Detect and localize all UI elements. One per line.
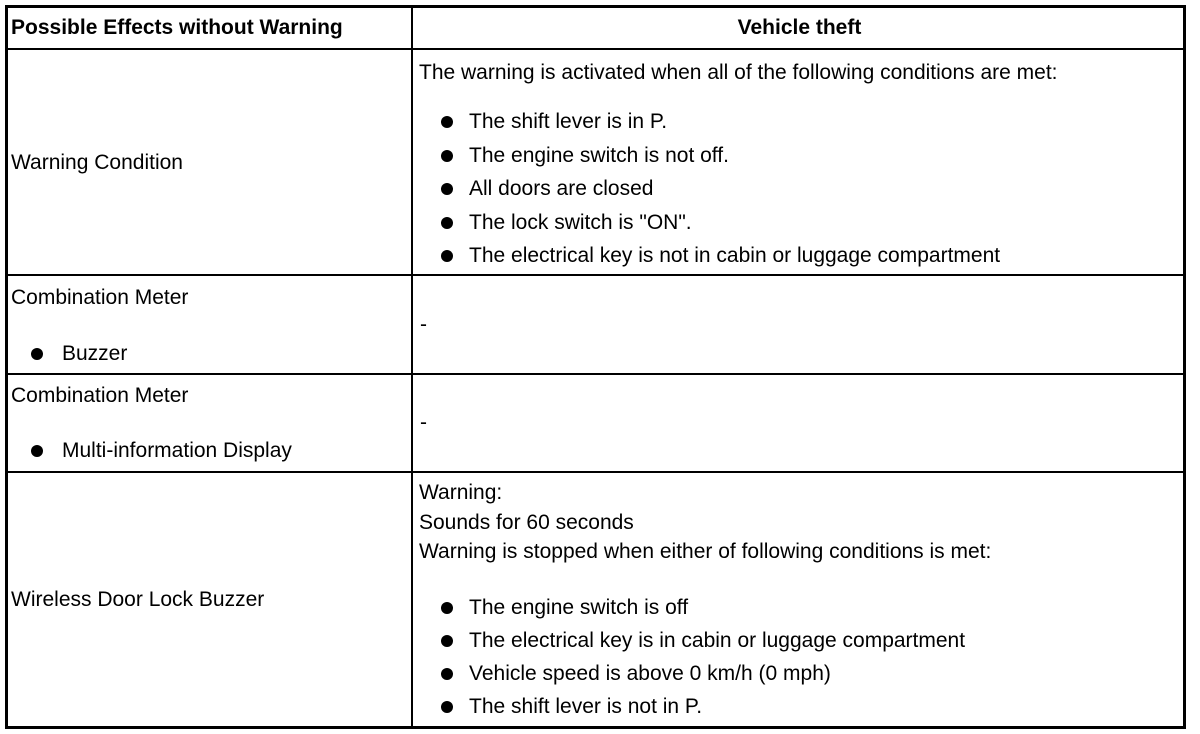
bullet-icon bbox=[441, 150, 453, 162]
bullet-icon bbox=[441, 183, 453, 195]
row-value: - bbox=[420, 313, 427, 336]
bullet-icon bbox=[441, 250, 453, 262]
sub-bullet: Multi-information Display bbox=[62, 439, 292, 462]
list-item: The shift lever is not in P. bbox=[469, 695, 703, 718]
bullet-icon bbox=[441, 116, 453, 128]
row-line: Warning is stopped when either of following conditions is met: bbox=[419, 540, 992, 563]
row-label: Combination Meter bbox=[11, 286, 189, 309]
sub-bullet: Buzzer bbox=[62, 342, 128, 365]
bullet-icon bbox=[31, 348, 43, 360]
row-intro: The warning is activated when all of the following conditions are met: bbox=[419, 61, 1058, 84]
row-divider bbox=[8, 274, 1183, 276]
list-item: The electrical key is in cabin or luggage compartment bbox=[469, 629, 966, 652]
row-label: Wireless Door Lock Buzzer bbox=[11, 588, 265, 611]
bullet-icon bbox=[31, 445, 43, 457]
header-col2: Vehicle theft bbox=[737, 16, 862, 39]
list-item: Vehicle speed is above 0 km/h (0 mph) bbox=[469, 662, 831, 685]
header-col1: Possible Effects without Warning bbox=[11, 16, 343, 39]
bullet-icon bbox=[441, 217, 453, 229]
list-item: The electrical key is not in cabin or luggage compartment bbox=[469, 244, 1001, 267]
list-item: The engine switch is not off. bbox=[469, 144, 729, 167]
row-line: Warning: bbox=[419, 481, 503, 504]
row-value: - bbox=[420, 411, 427, 434]
row-line: Sounds for 60 seconds bbox=[419, 511, 634, 534]
row-label: Combination Meter bbox=[11, 384, 189, 407]
list-item: All doors are closed bbox=[469, 177, 654, 200]
list-item: The shift lever is in P. bbox=[469, 110, 668, 133]
list-item: The lock switch is "ON". bbox=[469, 211, 692, 234]
row-divider bbox=[8, 471, 1183, 473]
column-divider bbox=[411, 8, 413, 726]
list-item: The engine switch is off bbox=[469, 596, 689, 619]
bullet-icon bbox=[441, 635, 453, 647]
row-label: Warning Condition bbox=[11, 151, 183, 174]
bullet-icon bbox=[441, 602, 453, 614]
bullet-icon bbox=[441, 701, 453, 713]
bullet-icon bbox=[441, 668, 453, 680]
row-divider bbox=[8, 48, 1183, 50]
row-divider bbox=[8, 373, 1183, 375]
